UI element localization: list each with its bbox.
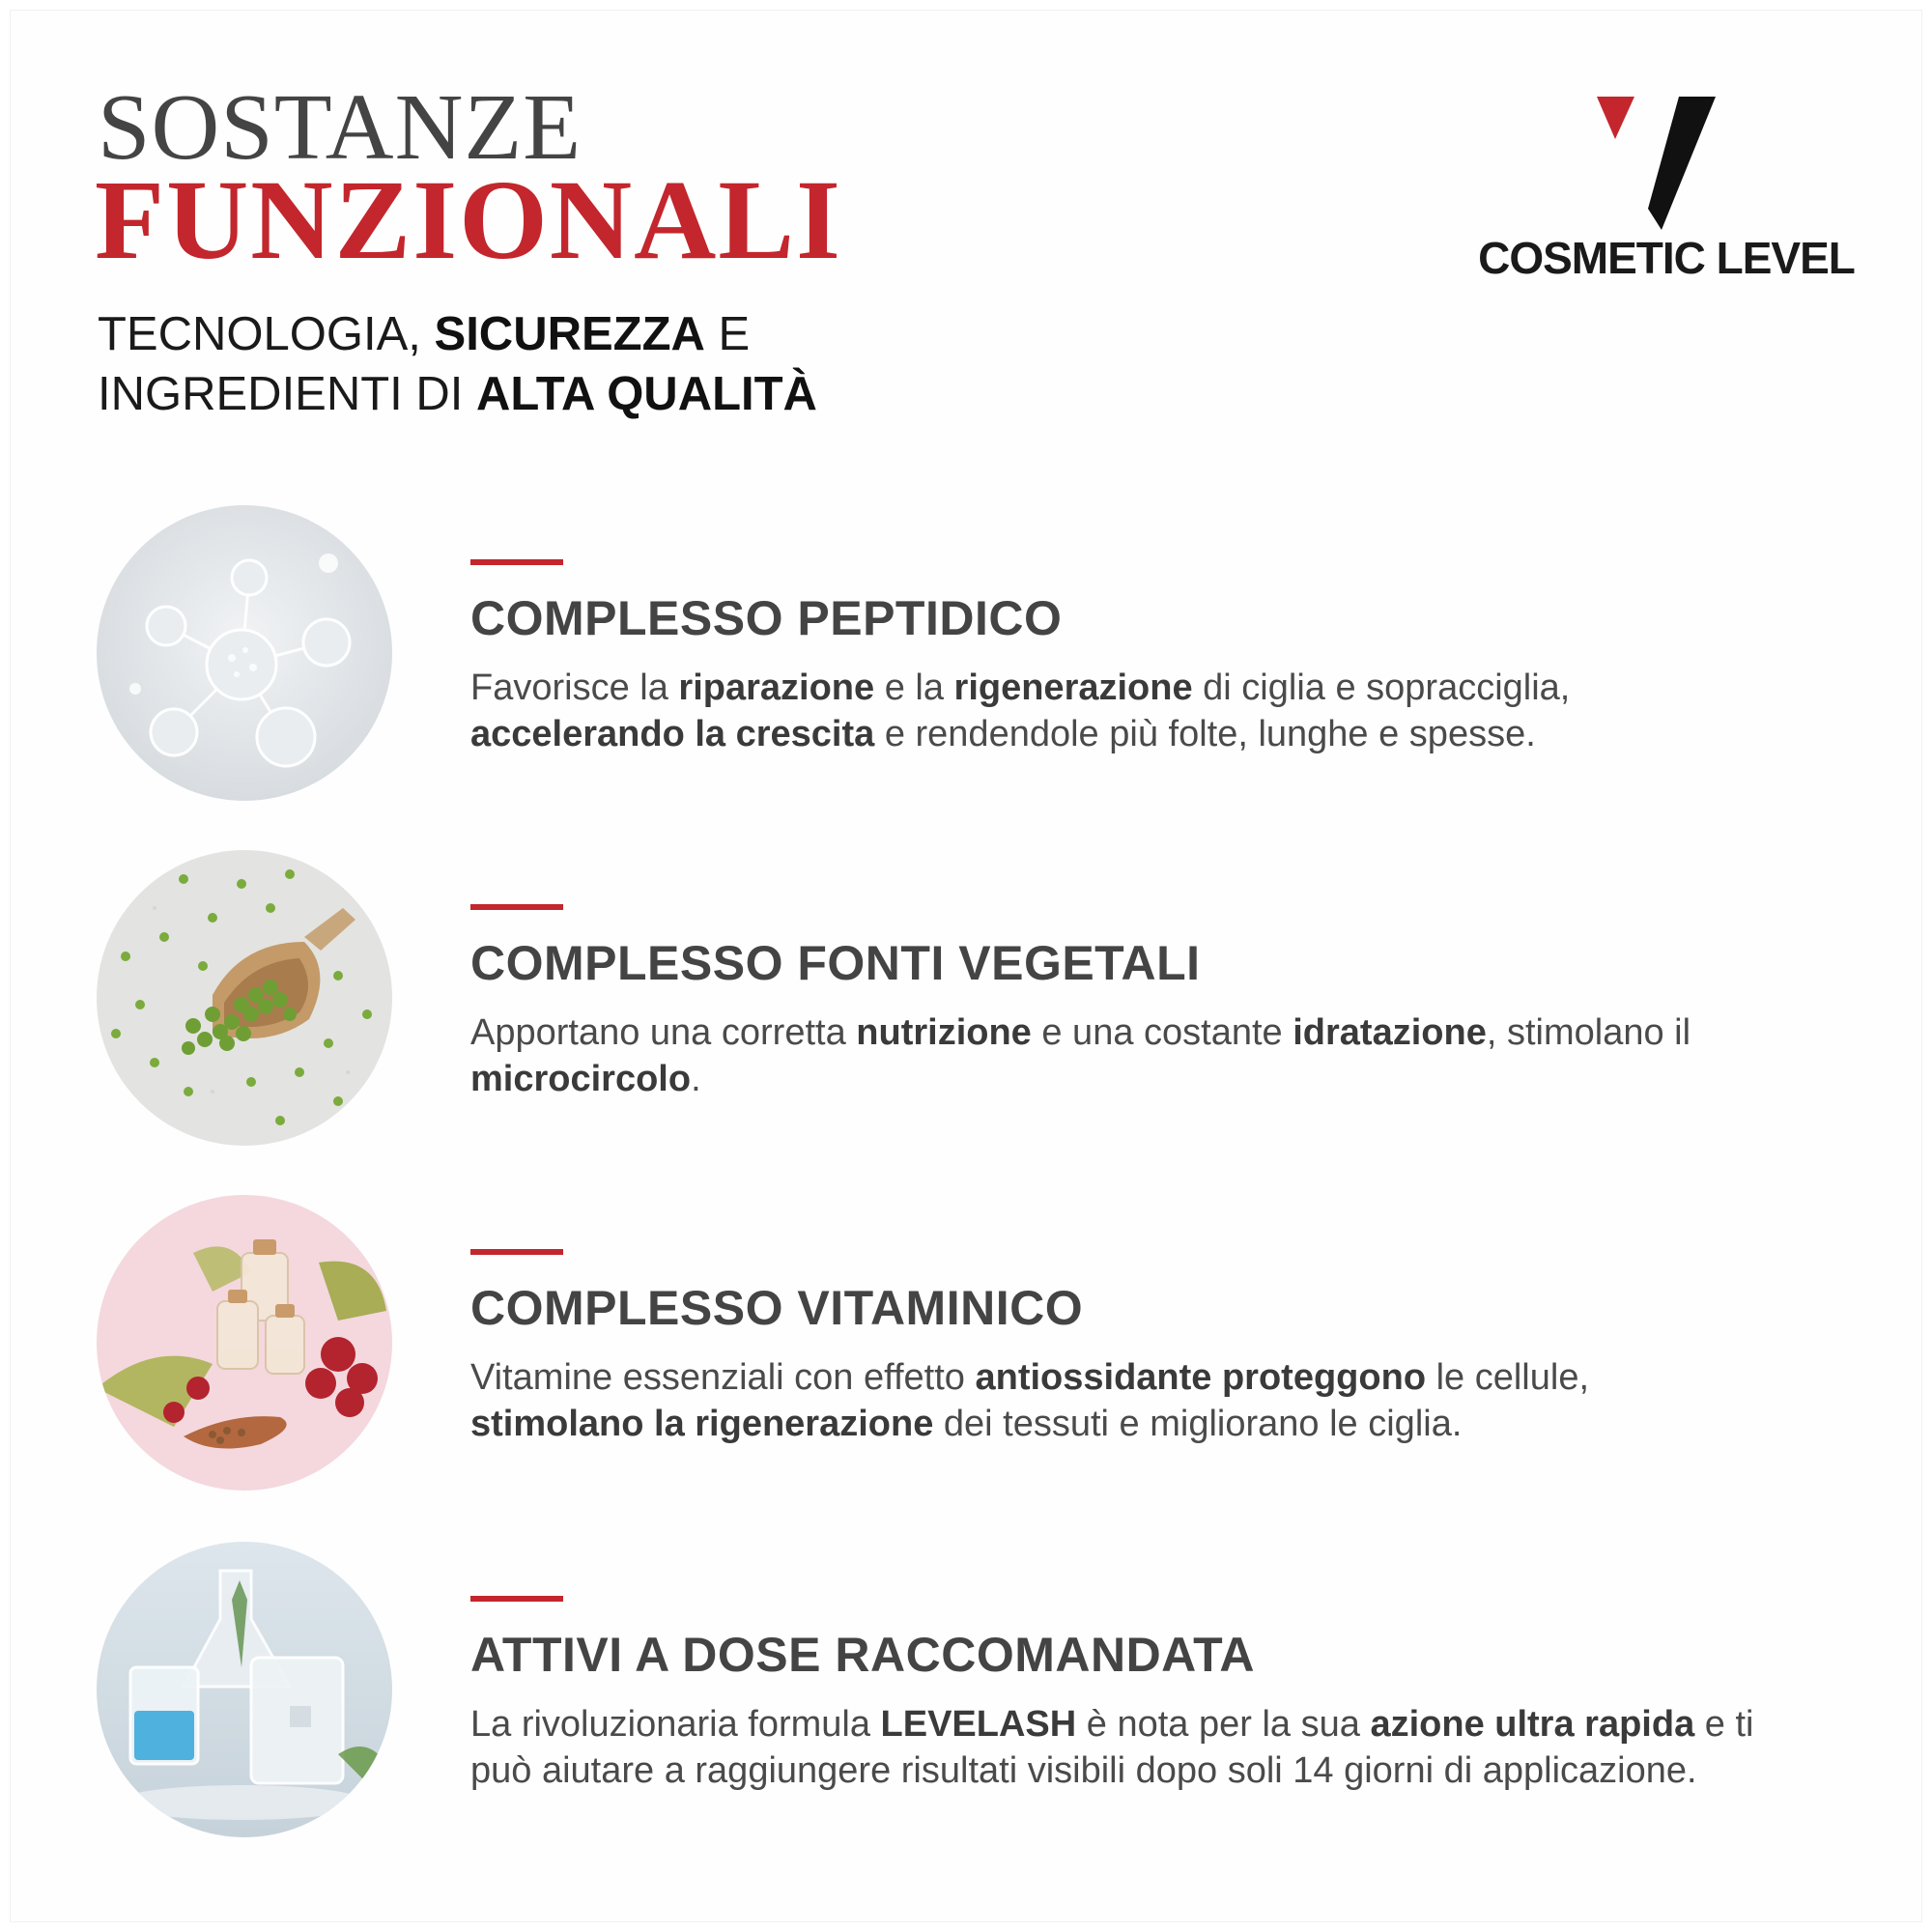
description-bold-segment: idratazione — [1293, 1012, 1487, 1053]
feature-title: COMPLESSO PEPTIDICO — [470, 591, 1063, 645]
molecule-bubbles-image — [97, 505, 392, 801]
description-segment: di ciglia e sopracciglia, — [1192, 668, 1571, 708]
feature-item-fonti-vegetali — [0, 850, 1932, 1150]
accent-bar — [470, 559, 563, 565]
accent-bar — [470, 1596, 563, 1602]
feature-item-peptidico — [0, 505, 1932, 805]
description-segment: dei tessuti e migliorano le ciglia. — [933, 1404, 1463, 1444]
lab-glassware-image — [97, 1542, 392, 1837]
green-peas-scoop-image — [97, 850, 392, 1146]
feature-description — [470, 665, 1765, 757]
subtitle-text: E — [704, 308, 751, 360]
page-subtitle — [98, 304, 817, 424]
accent-bar — [470, 1249, 563, 1255]
description-bold-segment: antiossidante proteggono — [975, 1357, 1427, 1398]
description-bold-segment: stimolano la rigenerazione — [470, 1404, 934, 1444]
brand-logo-text: COSMETIC LEVEL — [1478, 233, 1855, 283]
feature-description — [470, 1354, 1765, 1447]
description-bold-segment: LEVELASH — [880, 1704, 1077, 1745]
feature-title: COMPLESSO VITAMINICO — [470, 1281, 1084, 1335]
feature-item-attivi — [0, 1542, 1932, 1841]
page-title-line2: FUNZIONALI — [95, 156, 842, 283]
description-segment: e rendendole più folte, lunghe e spesse. — [874, 714, 1536, 754]
description-segment: Apportano una corretta — [470, 1012, 857, 1053]
description-bold-segment: accelerando la crescita — [470, 714, 875, 754]
accent-bar — [470, 904, 563, 910]
description-segment: e una costante — [1031, 1012, 1293, 1053]
description-segment: . — [691, 1059, 701, 1099]
feature-title: ATTIVI A DOSE RACCOMANDATA — [470, 1628, 1256, 1682]
description-segment: le cellule, — [1426, 1357, 1590, 1398]
description-segment: Favorisce la — [470, 668, 679, 708]
description-segment: e ti può aiutare a raggiungere risultati visibili dopo soli 14 giorni di applicazione. — [470, 1704, 1754, 1791]
feature-item-vitaminico — [0, 1195, 1932, 1494]
feature-description — [470, 1701, 1765, 1794]
subtitle-bold: ALTA QUALITÀ — [476, 368, 817, 420]
description-bold-segment: azione ultra rapida — [1370, 1704, 1695, 1745]
description-bold-segment: rigenerazione — [953, 668, 1193, 708]
subtitle-text: INGREDIENTI DI — [98, 368, 477, 420]
description-bold-segment: nutrizione — [856, 1012, 1032, 1053]
description-segment: Vitamine essenziali con effetto — [470, 1357, 976, 1398]
feature-description — [470, 1009, 1765, 1102]
description-segment: La rivoluzionaria formula — [470, 1704, 881, 1745]
description-segment: è nota per la sua — [1076, 1704, 1371, 1745]
description-bold-segment: riparazione — [678, 668, 875, 708]
page-title-line1: SOSTANZE — [98, 75, 582, 180]
subtitle-bold: SICUREZZA — [434, 308, 705, 360]
subtitle-text: TECNOLOGIA, — [98, 308, 435, 360]
description-segment: , stimolano il — [1486, 1012, 1691, 1053]
description-segment: e la — [874, 668, 954, 708]
description-bold-segment: microcircolo — [470, 1059, 692, 1099]
grape-oil-bottles-image — [97, 1195, 392, 1491]
feature-title: COMPLESSO FONTI VEGETALI — [470, 936, 1201, 990]
